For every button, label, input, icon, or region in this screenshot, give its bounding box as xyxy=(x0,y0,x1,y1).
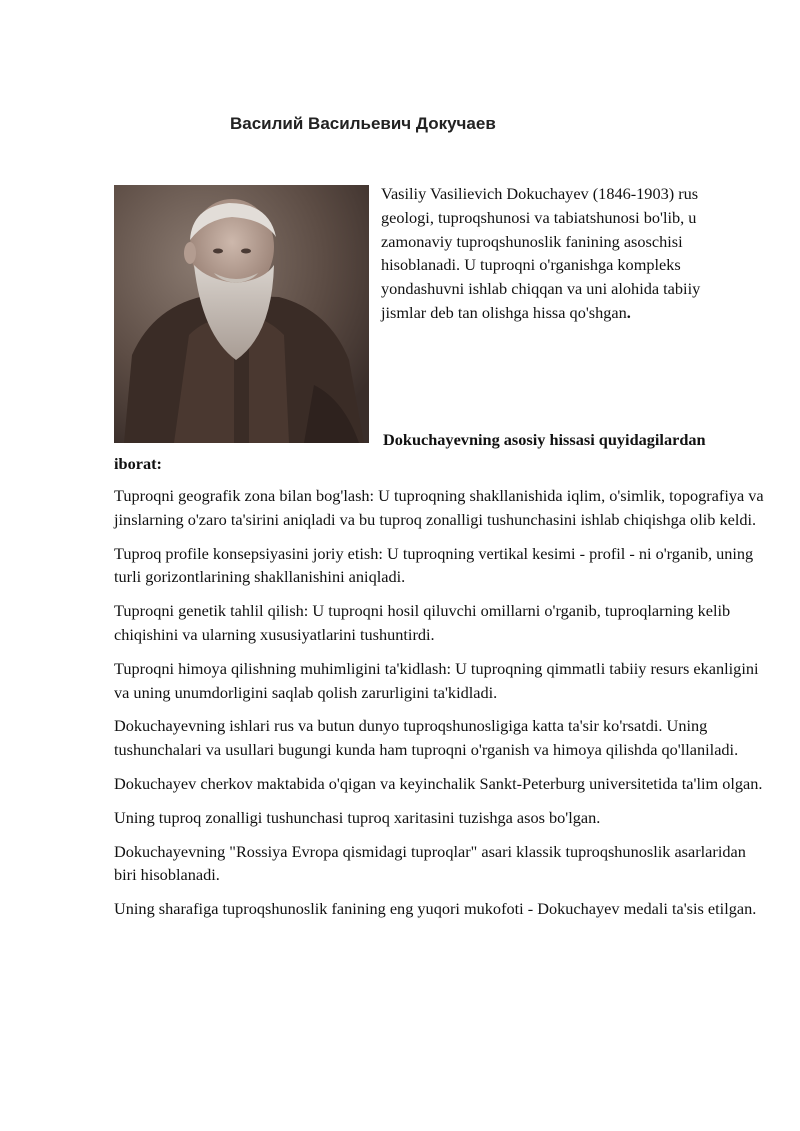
paragraph: Tuproqni genetik tahlil qilish: U tuproqni hosil qiluvchi omillarni o'rganib, tuproqlarning kelib chiqishini va ularning xususiyatlarini tushuntirdi. xyxy=(114,601,731,644)
paragraph: Tuproqni geografik zona bilan bog'lash: U tuproqning shakllanishida iqlim, o'simlik, topografiya va jinslarning o'zaro ta'sirini aniqladi va bu tuproq zonalligi tushunchasini ishlab chiqishga olib keldi. xyxy=(114,486,764,529)
paragraph: Uning tuproq zonalligi tushunchasi tuproq xaritasini tuzishga asos bo'lgan. xyxy=(114,807,601,827)
paragraph: Dokuchayev cherkov maktabida o'qigan va keyinchalik Sankt-Peterburg universitetida ta'lim olgan. xyxy=(114,773,763,793)
paragraph: Tuproq profile konsepsiyasini joriy etish: U tuproqning vertikal kesimi - profil - ni o'rganib, uning turli gorizontlarining shakllanishini aniqladi. xyxy=(114,543,754,587)
intro-text: Vasiliy Vasilievich Dokuchayev (1846-1903) rus geologi, tuproqshunosi va tabiatshunosi bo'lib, u zamonaviy tuproqshunoslik fanining asoschisi hisoblanadi. U tuproqni o'rganishga kompleks yondashuvni ishlab chiqqan va uni alohida tabiiy jismlar deb tan olishga hissa qo'shgan xyxy=(381,184,701,322)
portrait-illustration xyxy=(114,185,369,443)
paragraph: Uning sharafiga tuproqshunoslik fanining eng yuqori mukofoti - Dokuchayev medali ta'sis etilgan. xyxy=(114,899,757,919)
body-text xyxy=(114,484,764,931)
contributions-heading: Dokuchayevning asosiy hissasi quyidagilardan iborat: xyxy=(114,430,706,473)
paragraph: Dokuchayevning ishlari rus va butun dunyo tuproqshunosligiga katta ta'sir ko'rsatdi. Uning tushunchalari va usullari bugungi kunda ham tuproqni o'rganish va himoya qilishda qo'llaniladi. xyxy=(114,716,739,760)
portrait-photo xyxy=(114,185,369,443)
paragraph: Tuproqni himoya qilishning muhimligini ta'kidlash: U tuproqning qimmatli tabiiy resurs ekanligini va uning unumdorligini saqlab qolish zarurligini ta'kidladi. xyxy=(114,658,759,702)
paragraph: Dokuchayevning "Rossiya Evropa qismidagi tuproqlar" asari klassik tuproqshunoslik asarlaridan biri hisoblanadi. xyxy=(114,841,746,885)
intro-end: . xyxy=(626,302,631,322)
page-title: Василий Васильевич Докучаев xyxy=(230,114,496,133)
intro-paragraph xyxy=(381,182,741,325)
